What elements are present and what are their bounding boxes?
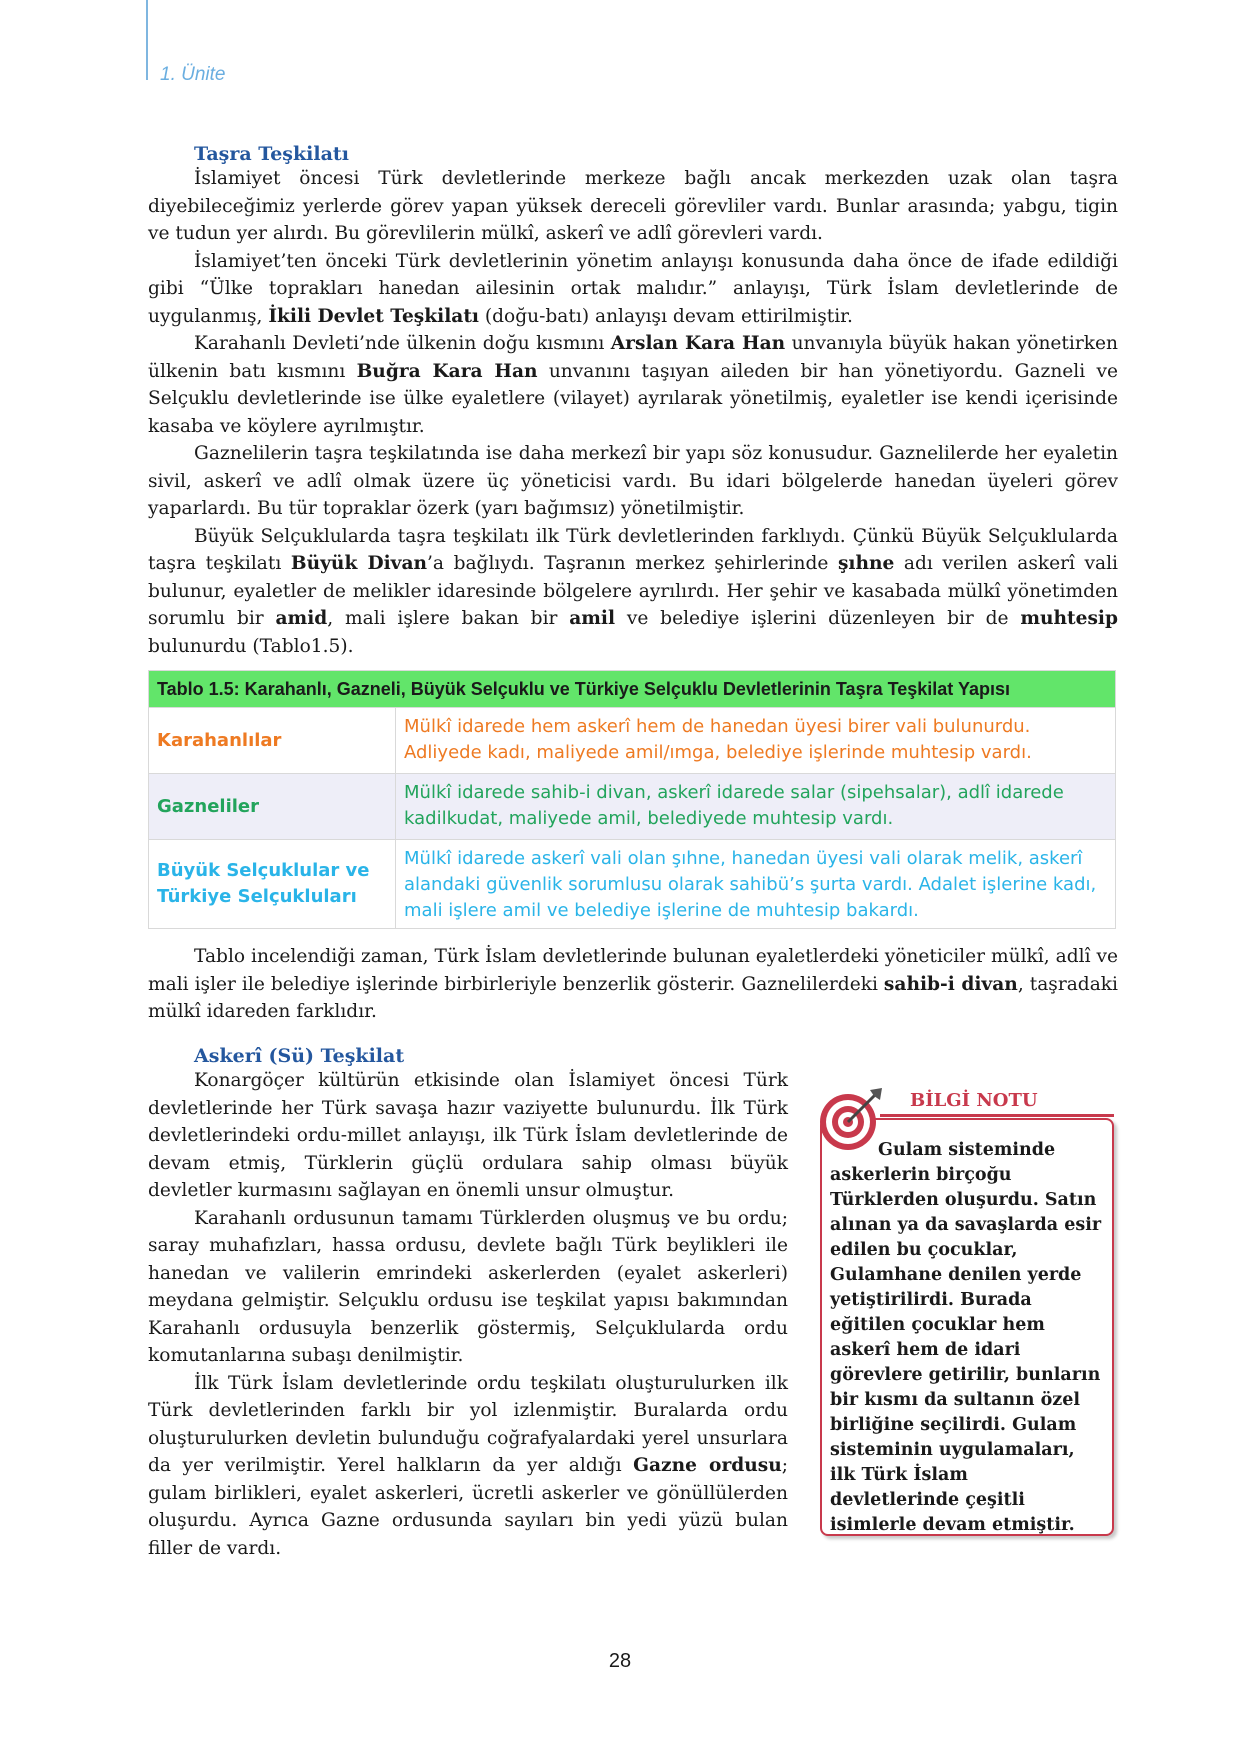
row-text: Mülkî idarede askerî vali olan şıhne, hanedan üyesi vali olarak melik, askerî alandaki güvenlik sorumlusu olarak sahibü’s şurta vardı. Adalet işlerine kadı, mali işlere amil ve belediye işlerine de muhtesip bakardı.	[404, 848, 1097, 921]
paragraph: İslamiyet’ten önceki Türk devletlerinin yönetim anlayışı konusunda daha önce de ifade edildiği gibi “Ülke toprakları hanedan ailesinin ortak malıdır.” anlayışı, Türk İslam devletlerinde de uygulanmış, İkili Devlet Teşkilatı (doğu-batı) anlayışı devam ettirilmiştir.	[148, 250, 1118, 327]
page-number: 28	[608, 1650, 632, 1672]
section-title-tasra: Taşra Teşkilatı	[194, 143, 349, 165]
table-row	[148, 708, 1116, 774]
paragraph: Karahanlı ordusunun tamamı Türklerden oluşmuş ve bu ordu; saray muhafızları, hassa ordusu, devlete bağlı Türk beylikleri ile hanedan ve valilerin emrindeki askerlerden (eyalet askerleri) meydana gelmiştir. Selçuklu ordusu ise teşkilat yapısı bakımından Karahanlı ordusuyla benzerlik göstermiş, Selçuklularda ordu komutanlarına subaşı denilmiştir.	[148, 1207, 788, 1366]
paragraph: Gaznelilerin taşra teşkilatında ise daha merkezî bir yapı söz konusudur. Gaznelilerde her eyaletin sivil, askerî ve adlî olmak üzere üç yöneticisi vardı. Bu idari bölgelerde hanedan üyeleri görev yaparlardı. Bu tür topraklar özerk (yarı bağımsız) yönetilmiştir.	[148, 443, 1118, 519]
paragraph: Konargöçer kültürün etkisinde olan İslamiyet öncesi Türk devletlerinde her Türk savaşa hazır vaziyette bulunurdu. İlk Türk devletlerindeki ordu-millet anlayışı, ilk Türk İslam devletlerinde de devam etmiş, Türklerin güçlü ordulara sahip olması büyük devletler kurmasını sağlayan en önemli unsur olmuştur.	[148, 1070, 788, 1201]
info-note-text: Gulam sisteminde askerlerin birçoğu Türklerden oluşurdu. Satın alınan ya da savaşlarda esir edilen bu çocuklar, Gulamhane denilen yerde yetiştirilirdi. Burada eğitilen çocuklar hem askerî hem de idari görevlere getirilir, bunların bir kısmı da sultanın özel birliğine seçilirdi. Gulam sisteminin uygulamaları, ilk Türk İslam devletlerinde çeşitli isimlerle devam etmiştir.	[830, 1140, 1102, 1535]
paragraph: İlk Türk İslam devletlerinde ordu teşkilatı oluşturulurken ilk Türk devletlerinden farklı bir yol izlenmiştir. Buralarda ordu oluşturulurken devletin bulunduğu coğrafyalardaki yerel unsurlara da yer verilmiştir. Yerel halkların da yer aldığı Gazne ordusu; gulam birlikleri, eyalet askerleri, ücretli askerler ve gönüllülerden oluşurdu. Ayrıca Gazne ordusunda sayıları bin yedi yüzü bulan filler de vardı.	[148, 1372, 789, 1559]
row-text: Mülkî idarede hem askerî hem de hanedan üyesi birer vali bulunurdu. Adliyede kadı, maliyede amil/ımga, belediye işlerinde muhtesip vardı.	[404, 716, 1032, 763]
table-caption: Tablo 1.5: Karahanlı, Gazneli, Büyük Selçuklu ve Türkiye Selçuklu Devletlerinin Taşra Teşkilat Yapısı	[148, 670, 1116, 708]
table-row	[148, 774, 1116, 840]
paragraph: İslamiyet öncesi Türk devletlerinde merkeze bağlı ancak merkezden uzak olan taşra diyebileceğimiz yerlerde görev yapan yüksek dereceli görevliler vardı. Bunlar arasında; yabgu, tigin ve tudun yer alırdı. Bu görevlilerin mülkî, askerî ve adlî görevleri vardı.	[148, 168, 1118, 244]
info-note-title-bar	[880, 1114, 1114, 1117]
section-title-askeri: Askerî (Sü) Teşkilat	[194, 1045, 405, 1067]
unit-label: 1. Ünite	[160, 64, 226, 85]
section-tasra	[148, 143, 1118, 660]
row-head: Karahanlılar	[149, 708, 396, 773]
section-askeri	[148, 1045, 788, 1562]
table-commentary	[148, 943, 1118, 1026]
row-head: Gazneliler	[149, 774, 396, 839]
table-row	[148, 840, 1116, 929]
row-head: Büyük Selçuklular ve Türkiye Selçukluları	[149, 840, 396, 928]
row-text: Mülkî idarede sahib-i divan, askerî idarede salar (sipehsalar), adlî idarede kadilkudat, maliyede amil, belediyede muhtesip vardı.	[404, 782, 1064, 829]
info-note-title: BİLGİ NOTU	[910, 1090, 1038, 1111]
header-rule	[146, 0, 148, 80]
paragraph: Tablo incelendiği zaman, Türk İslam devletlerinde bulunan eyaletlerdeki yöneticiler mülkî, adlî ve mali işler ile belediye işlerinde birbirleriyle benzerlik gösterir. Gaznelilerdeki sahib-i divan, taşradaki mülkî idareden farklıdır.	[148, 946, 1118, 1022]
paragraph: Karahanlı Devleti’nde ülkenin doğu kısmını Arslan Kara Han unvanıyla büyük hakan yönetirken ülkenin batı kısmını Buğra Kara Han unvanını taşıyan aileden bir han yönetiyordu. Gazneli ve Selçuklu devletlerinde ise ülke eyaletlere (vilayet) ayrılarak yönetilmiş, eyaletler ise kendi içerisinde kasaba ve köylere ayrılmıştır.	[148, 333, 1118, 437]
paragraph: Büyük Selçuklularda taşra teşkilatı ilk Türk devletlerinden farklıydı. Çünkü Büyük Selçuklularda taşra teşkilatı Büyük Divan’a bağlıydı. Taşranın merkez şehirlerinde şıhne adı verilen askerî vali bulunur, eyaletler de melikler idaresinde bölgelere ayrılırdı. Her şehir ve kasabada mülkî yönetimden sorumlu bir amid, mali işlere bakan bir amil ve belediye işlerini düzenleyen bir de muhtesip bulunurdu (Tablo1.5).	[148, 525, 1119, 657]
tasra-table	[148, 670, 1116, 929]
